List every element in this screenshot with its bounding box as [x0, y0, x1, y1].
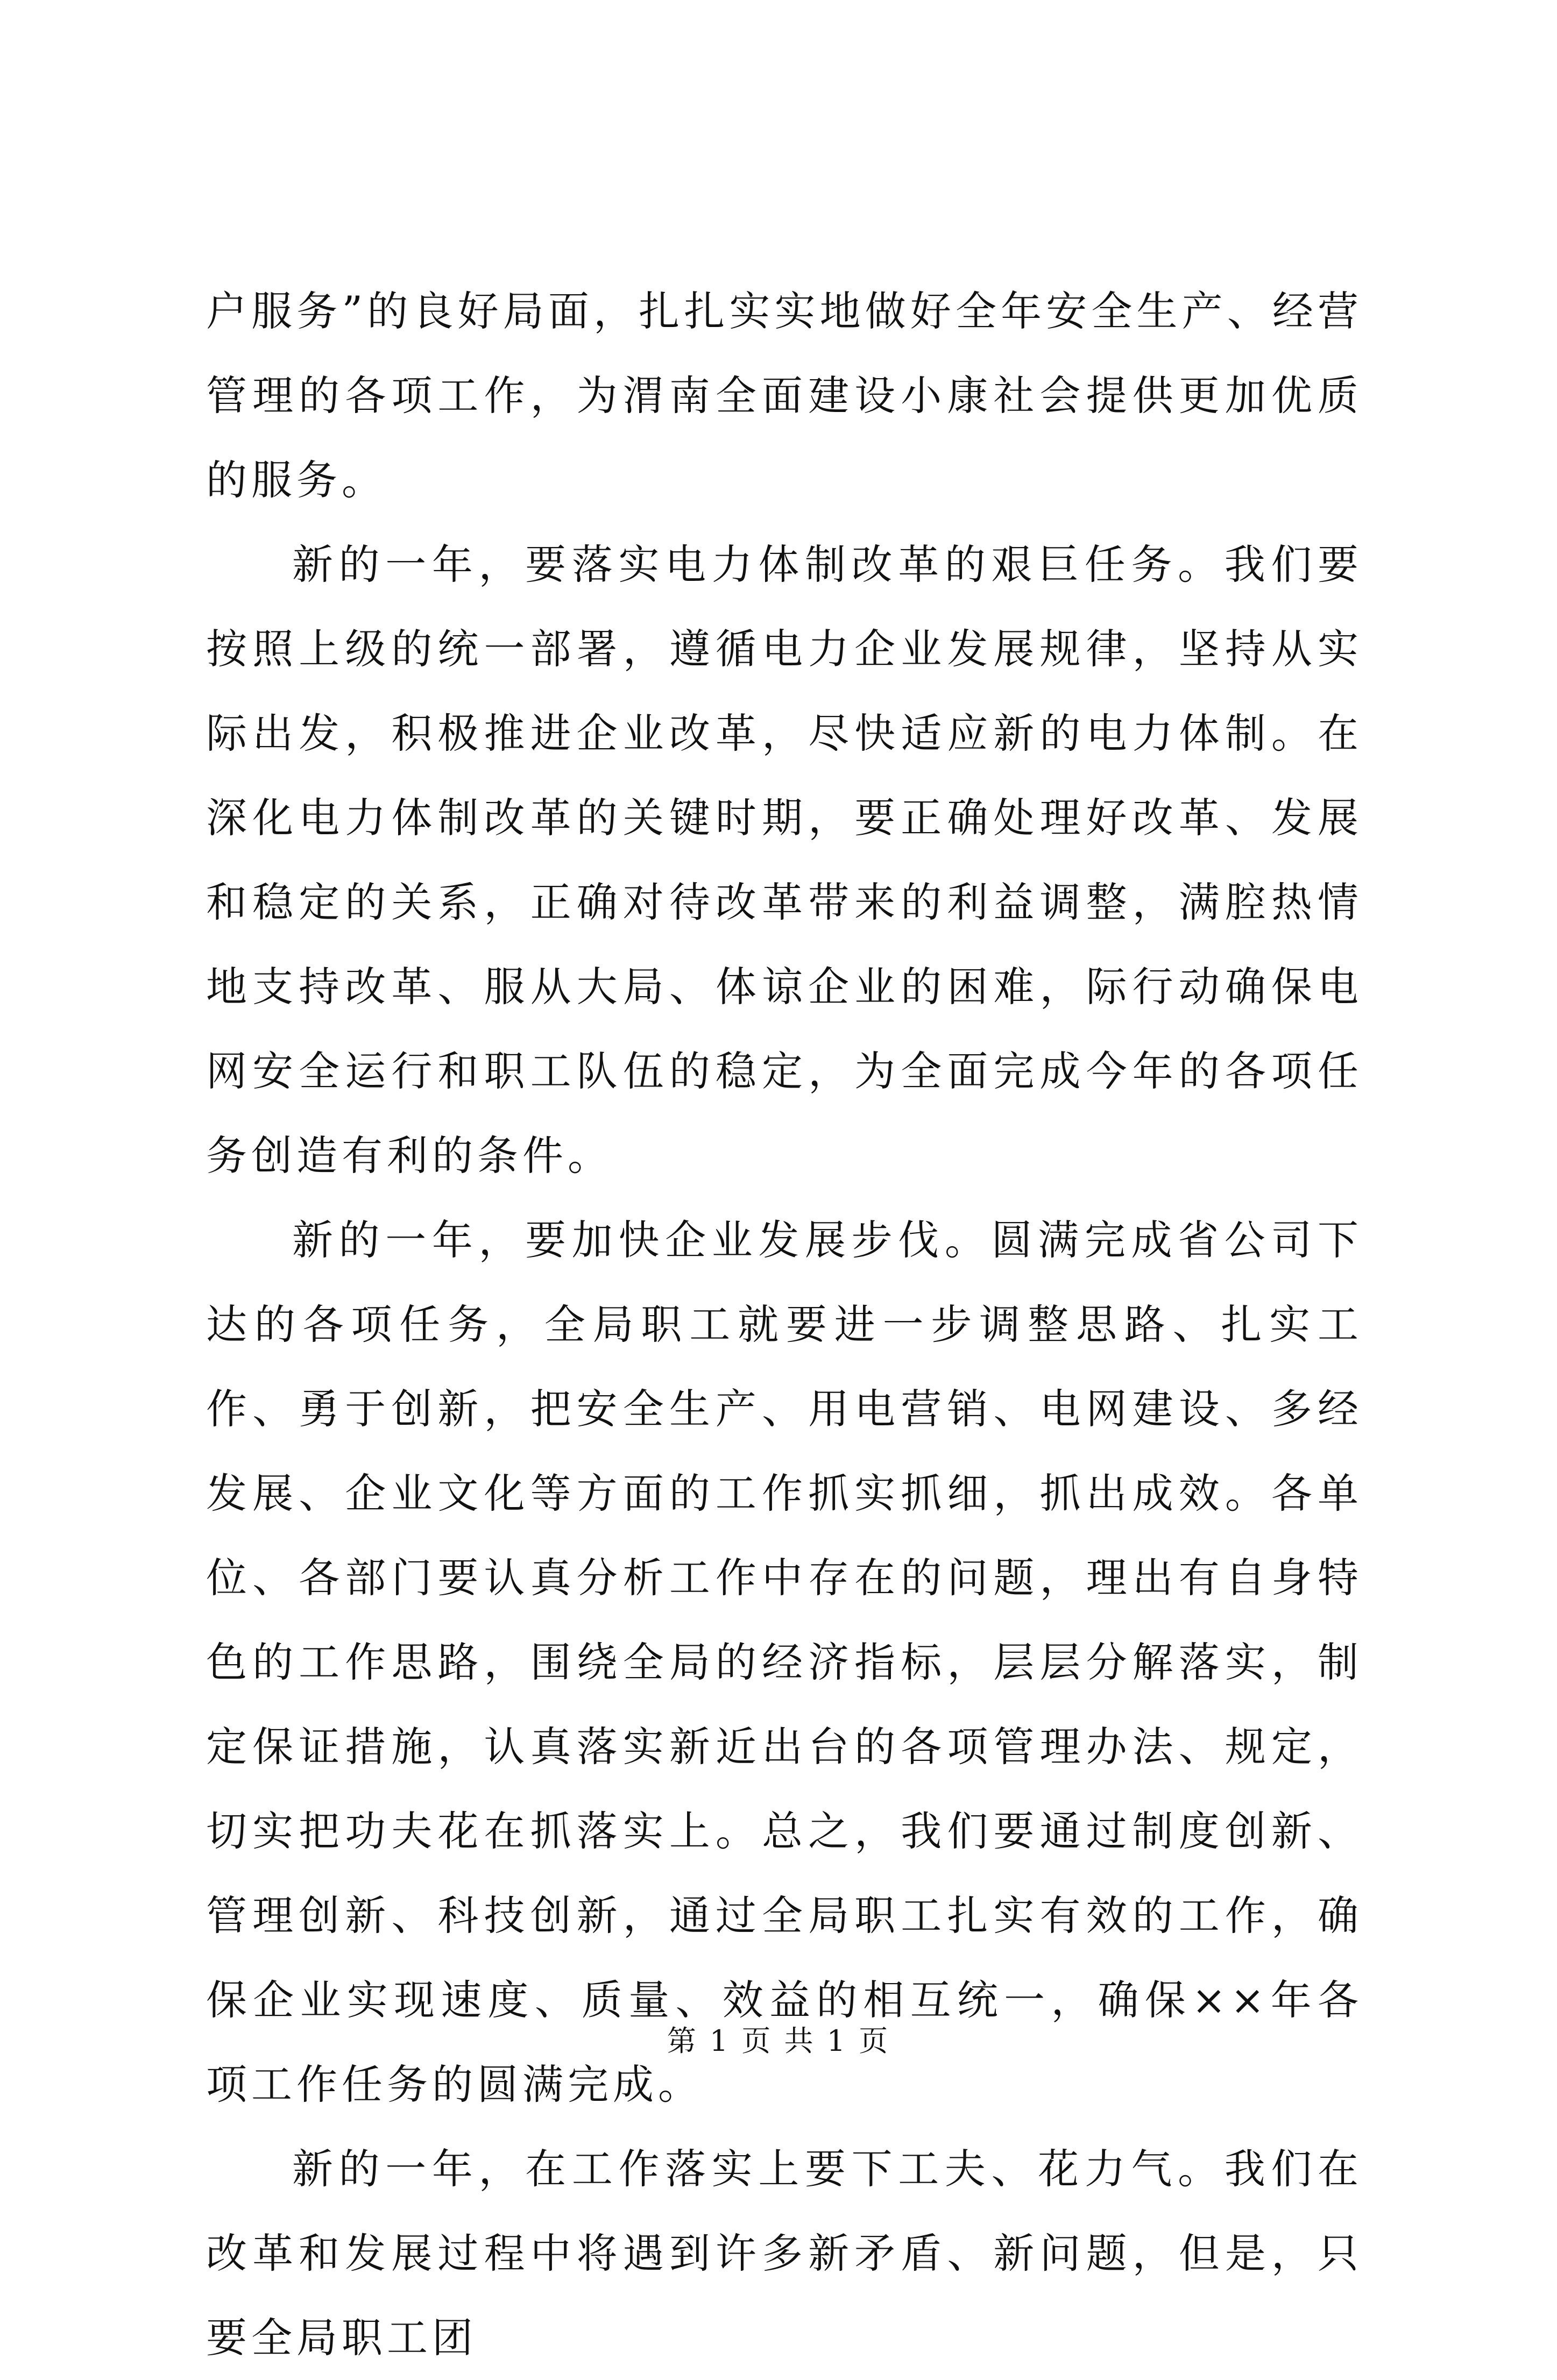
- document-body: [206, 269, 1363, 2380]
- paragraph-2: 新的一年，要落实电力体制改革的艰巨任务。我们要按照上级的统一部署，遵循电力企业发展规律，坚持从实际出发，积极推进企业改革，尽快适应新的电力体制。在深化电力体制改革的关键时期，要正确处理好改革、发展和稳定的关系，正确对待改革带来的利益调整，满腔热情地支持改革、服从大局、体谅企业的困难，际行动确保电网安全运行和职工队伍的稳定，为全面完成今年的各项任务创造有利的条件。: [206, 541, 1363, 1180]
- paragraph-3: 新的一年，要加快企业发展步伐。圆满完成省公司下达的各项任务，全局职工就要进一步调整思路、扎实工作、勇于创新，把安全生产、用电营销、电网建设、多经发展、企业文化等方面的工作抓实抓细，抓出成效。各单位、各部门要认真分析工作中存在的问题，理出有自身特色的工作思路，围绕全局的经济指标，层层分解落实，制定保证措施，认真落实新近出台的各项管理办法、规定，切实把功夫花在抓落实上。总之，我们要通过制度创新、管理创新、科技创新，通过全局职工扎实有效的工作，确保企业实现速度、质量、效益的相互统一，确保××年各项工作任务的圆满完成。: [206, 1216, 1363, 2108]
- paragraph-4: 新的一年，在工作落实上要下工夫、花力气。我们在改革和发展过程中将遇到许多新矛盾、新问题，但是，只要全局职工团: [206, 2145, 1363, 2362]
- page-footer: 第 1 页 共 1 页: [667, 2024, 890, 2058]
- paragraph-1: 户服务”的良好局面，扎扎实实地做好全年安全生产、经营管理的各项工作，为渭南全面建设小康社会提供更加优质的服务。: [206, 287, 1363, 504]
